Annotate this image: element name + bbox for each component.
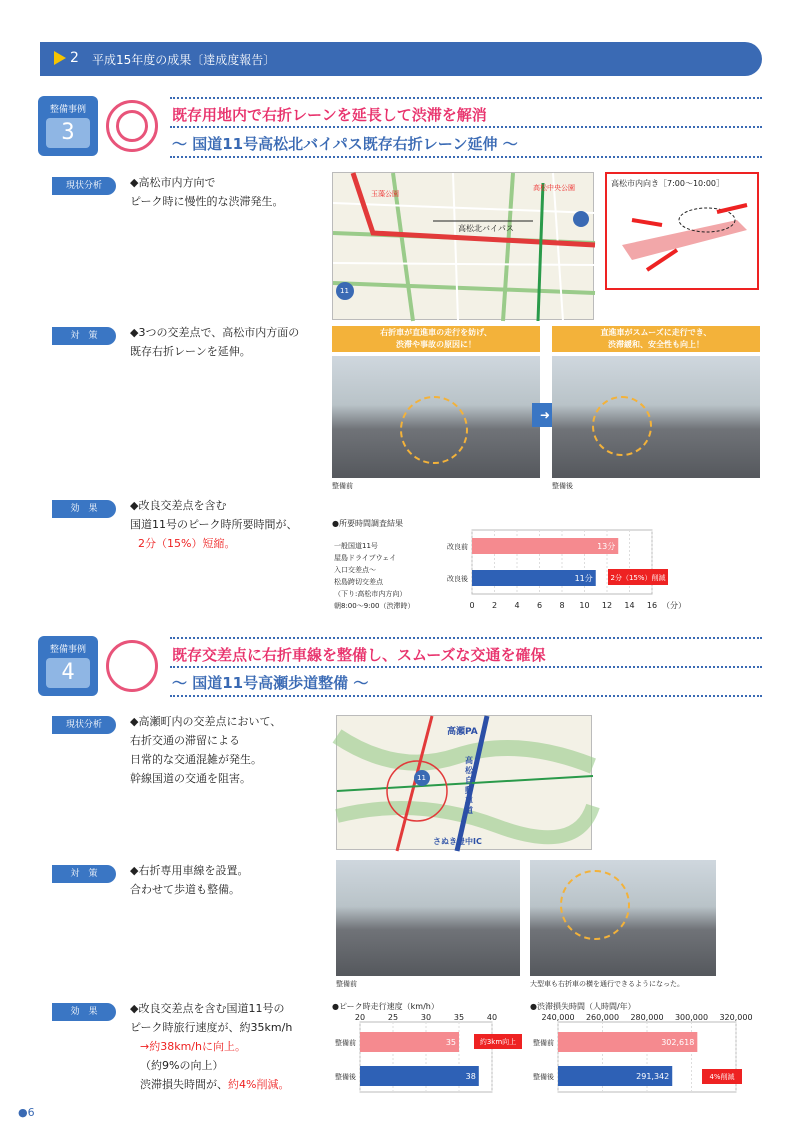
after-caption-banner: 直進車がスムーズに走行でき、 渋滞緩和、安全性も向上！ (552, 326, 760, 352)
category-label: 改良後 (447, 575, 468, 583)
category-label: 整備前 (335, 1039, 356, 1047)
value-label: 302,618 (661, 1038, 695, 1047)
dotted-rule (170, 97, 762, 99)
arrow-right-icon: ➜ (532, 403, 558, 427)
case-title: 既存用地内で右折レーンを延長して渋滞を解消 (172, 106, 487, 124)
map-label: 玉藻公園 (371, 190, 399, 198)
tick-label: 4 (514, 601, 520, 610)
map-label: 高松北バイパス (458, 224, 514, 233)
value-label: 13分 (597, 542, 616, 551)
chart-title: ●所要時間調査結果 (332, 519, 403, 528)
area-map (336, 715, 592, 850)
tick-label: 2 (491, 601, 498, 610)
tick-label: 260,000 (585, 1013, 620, 1022)
dotted-rule (170, 695, 762, 697)
circle-icon (106, 640, 158, 692)
photo-caption: 整備後 (552, 482, 573, 490)
category-label: 整備前 (533, 1039, 554, 1047)
case-badge-label: 整備事例 (49, 645, 86, 655)
row-tag-effect: 効 果 (52, 1003, 116, 1021)
row-tag-analysis: 現状分析 (52, 716, 116, 734)
case-title: 既存交差点に右折車線を整備し、スムーズな交通を確保 (172, 646, 546, 664)
triangle-icon (54, 51, 66, 65)
tick-label: 8 (559, 601, 565, 610)
axis-unit: （分） (662, 601, 686, 610)
inset-title: 高松市内向き［7:00～10:00］ (611, 179, 725, 188)
dotted-rule (170, 126, 762, 128)
value-label: 291,342 (636, 1072, 670, 1081)
row-text-effect-highlight: →約38km/hに向上。 (140, 1040, 246, 1053)
section-title: 平成15年度の成果〔達成度報告〕 (92, 53, 276, 67)
row-tag-effect: 効 果 (52, 500, 116, 518)
double-circle-icon (106, 100, 158, 152)
bar (360, 1066, 479, 1086)
value-label: 11分 (574, 574, 593, 583)
tick-label: 240,000 (541, 1013, 575, 1022)
map-label: 高瀬PA (447, 727, 478, 737)
before-photo (336, 860, 520, 976)
page-number: ●6 (18, 1106, 35, 1119)
row-text-effect-highlight: 2分（15%）短縮。 (138, 537, 236, 550)
photo-caption: 大型車も右折車の横を通行できるようになった。 (530, 980, 684, 988)
dotted-rule (170, 637, 762, 639)
travel-time-chart (440, 524, 686, 614)
case-subtitle: ～ 国道11号高瀬歩道整備 ～ (172, 674, 369, 692)
row-tag-analysis: 現状分析 (52, 177, 116, 195)
case-subtitle: ～ 国道11号高松北バイパス既存右折レーン延伸 ～ (172, 135, 518, 153)
row-text-effect: （約9%の向上） 渋滞損失時間が、 (140, 1059, 228, 1091)
tick-label: 10 (579, 601, 590, 610)
value-label: 38 (465, 1072, 476, 1081)
category-label: 改良前 (447, 543, 468, 551)
case-badge (38, 96, 98, 156)
after-photo (552, 356, 760, 478)
dotted-rule (170, 666, 762, 668)
tick-label: 0 (469, 601, 475, 610)
case-badge-number: 3 (46, 118, 90, 148)
row-tag-measure: 対 策 (52, 327, 116, 345)
bar (360, 1032, 459, 1052)
chart-title: ●ピーク時走行速度（km/h） (332, 1002, 439, 1011)
category-label: 整備後 (533, 1073, 554, 1081)
before-caption-banner: 右折車が直進車の走行を妨げ、 渋滞や事故の原因に！ (332, 326, 540, 352)
note-text: 2分（15%）削減 (610, 574, 666, 582)
map-label: 高松中央公園 (533, 184, 575, 192)
section-number: 2 (70, 50, 79, 66)
row-text-analysis: ◆高松市内方向で ピーク時に慢性的な渋滞発生。 (130, 176, 284, 208)
tick-label: 320,000 (719, 1013, 753, 1022)
tick-label: 20 (354, 1013, 366, 1022)
tick-label: 35 (453, 1013, 465, 1022)
row-tag-measure: 対 策 (52, 865, 116, 883)
value-label: 35 (445, 1038, 456, 1047)
row-text-analysis: ◆高瀬町内の交差点において、 右折交通の滞留による 日常的な交通混雑が発生。 幹線国道の交通を阻害。 (130, 715, 282, 785)
note-text: 4%削減 (709, 1073, 735, 1081)
photo-caption: 整備前 (336, 980, 357, 988)
map-label: さぬき豊中IC (433, 837, 482, 846)
tick-label: 6 (536, 601, 543, 610)
row-text-measure: ◆3つの交差点で、高松市内方面の 既存右折レーンを延伸。 (130, 326, 300, 358)
dotted-rule (170, 156, 762, 158)
tick-label: 25 (387, 1013, 399, 1022)
case-badge-label: 整備事例 (49, 105, 86, 115)
loss-time-chart (526, 1000, 756, 1096)
tick-label: 14 (624, 601, 635, 610)
route-number: 11 (340, 287, 349, 295)
note-text: 約3km向上 (479, 1038, 517, 1046)
tick-label: 300,000 (674, 1013, 709, 1022)
chart-description: 一般国道11号 屋島ドライブウェイ 入口交差点～ 松島跨切交差点 （下り:高松市内方向） 朝8:00～9:00（渋滞時） (334, 542, 415, 610)
photo-caption: 整備前 (332, 482, 353, 490)
tick-label: 12 (601, 601, 613, 610)
tick-label: 16 (646, 601, 658, 610)
tick-label: 280,000 (630, 1013, 664, 1022)
row-text-effect: ◆改良交差点を含む国道11号の ピーク時旅行速度が、約35km/h (130, 1002, 293, 1034)
congestion-inset (605, 172, 759, 290)
tick-label: 40 (486, 1013, 498, 1022)
speed-chart (328, 1000, 528, 1096)
category-label: 整備後 (335, 1073, 356, 1081)
before-photo (332, 356, 540, 478)
area-map (332, 172, 594, 320)
tick-label: 30 (420, 1013, 432, 1022)
case-badge (38, 636, 98, 696)
after-photo (530, 860, 716, 976)
chart-title: ●渋滞損失時間（人時間/年） (530, 1002, 636, 1011)
row-text-effect: ◆改良交差点を含む 国道11号のピーク時所要時間が、 (130, 499, 298, 531)
row-text-effect-highlight: 約4%削減。 (228, 1078, 290, 1091)
row-text-measure: ◆右折専用車線を設置。 合わせて歩道も整備。 (130, 864, 249, 896)
route-number: 11 (417, 774, 426, 782)
case-badge-number: 4 (46, 658, 90, 688)
map-label: 高松自動車道 (465, 756, 473, 815)
